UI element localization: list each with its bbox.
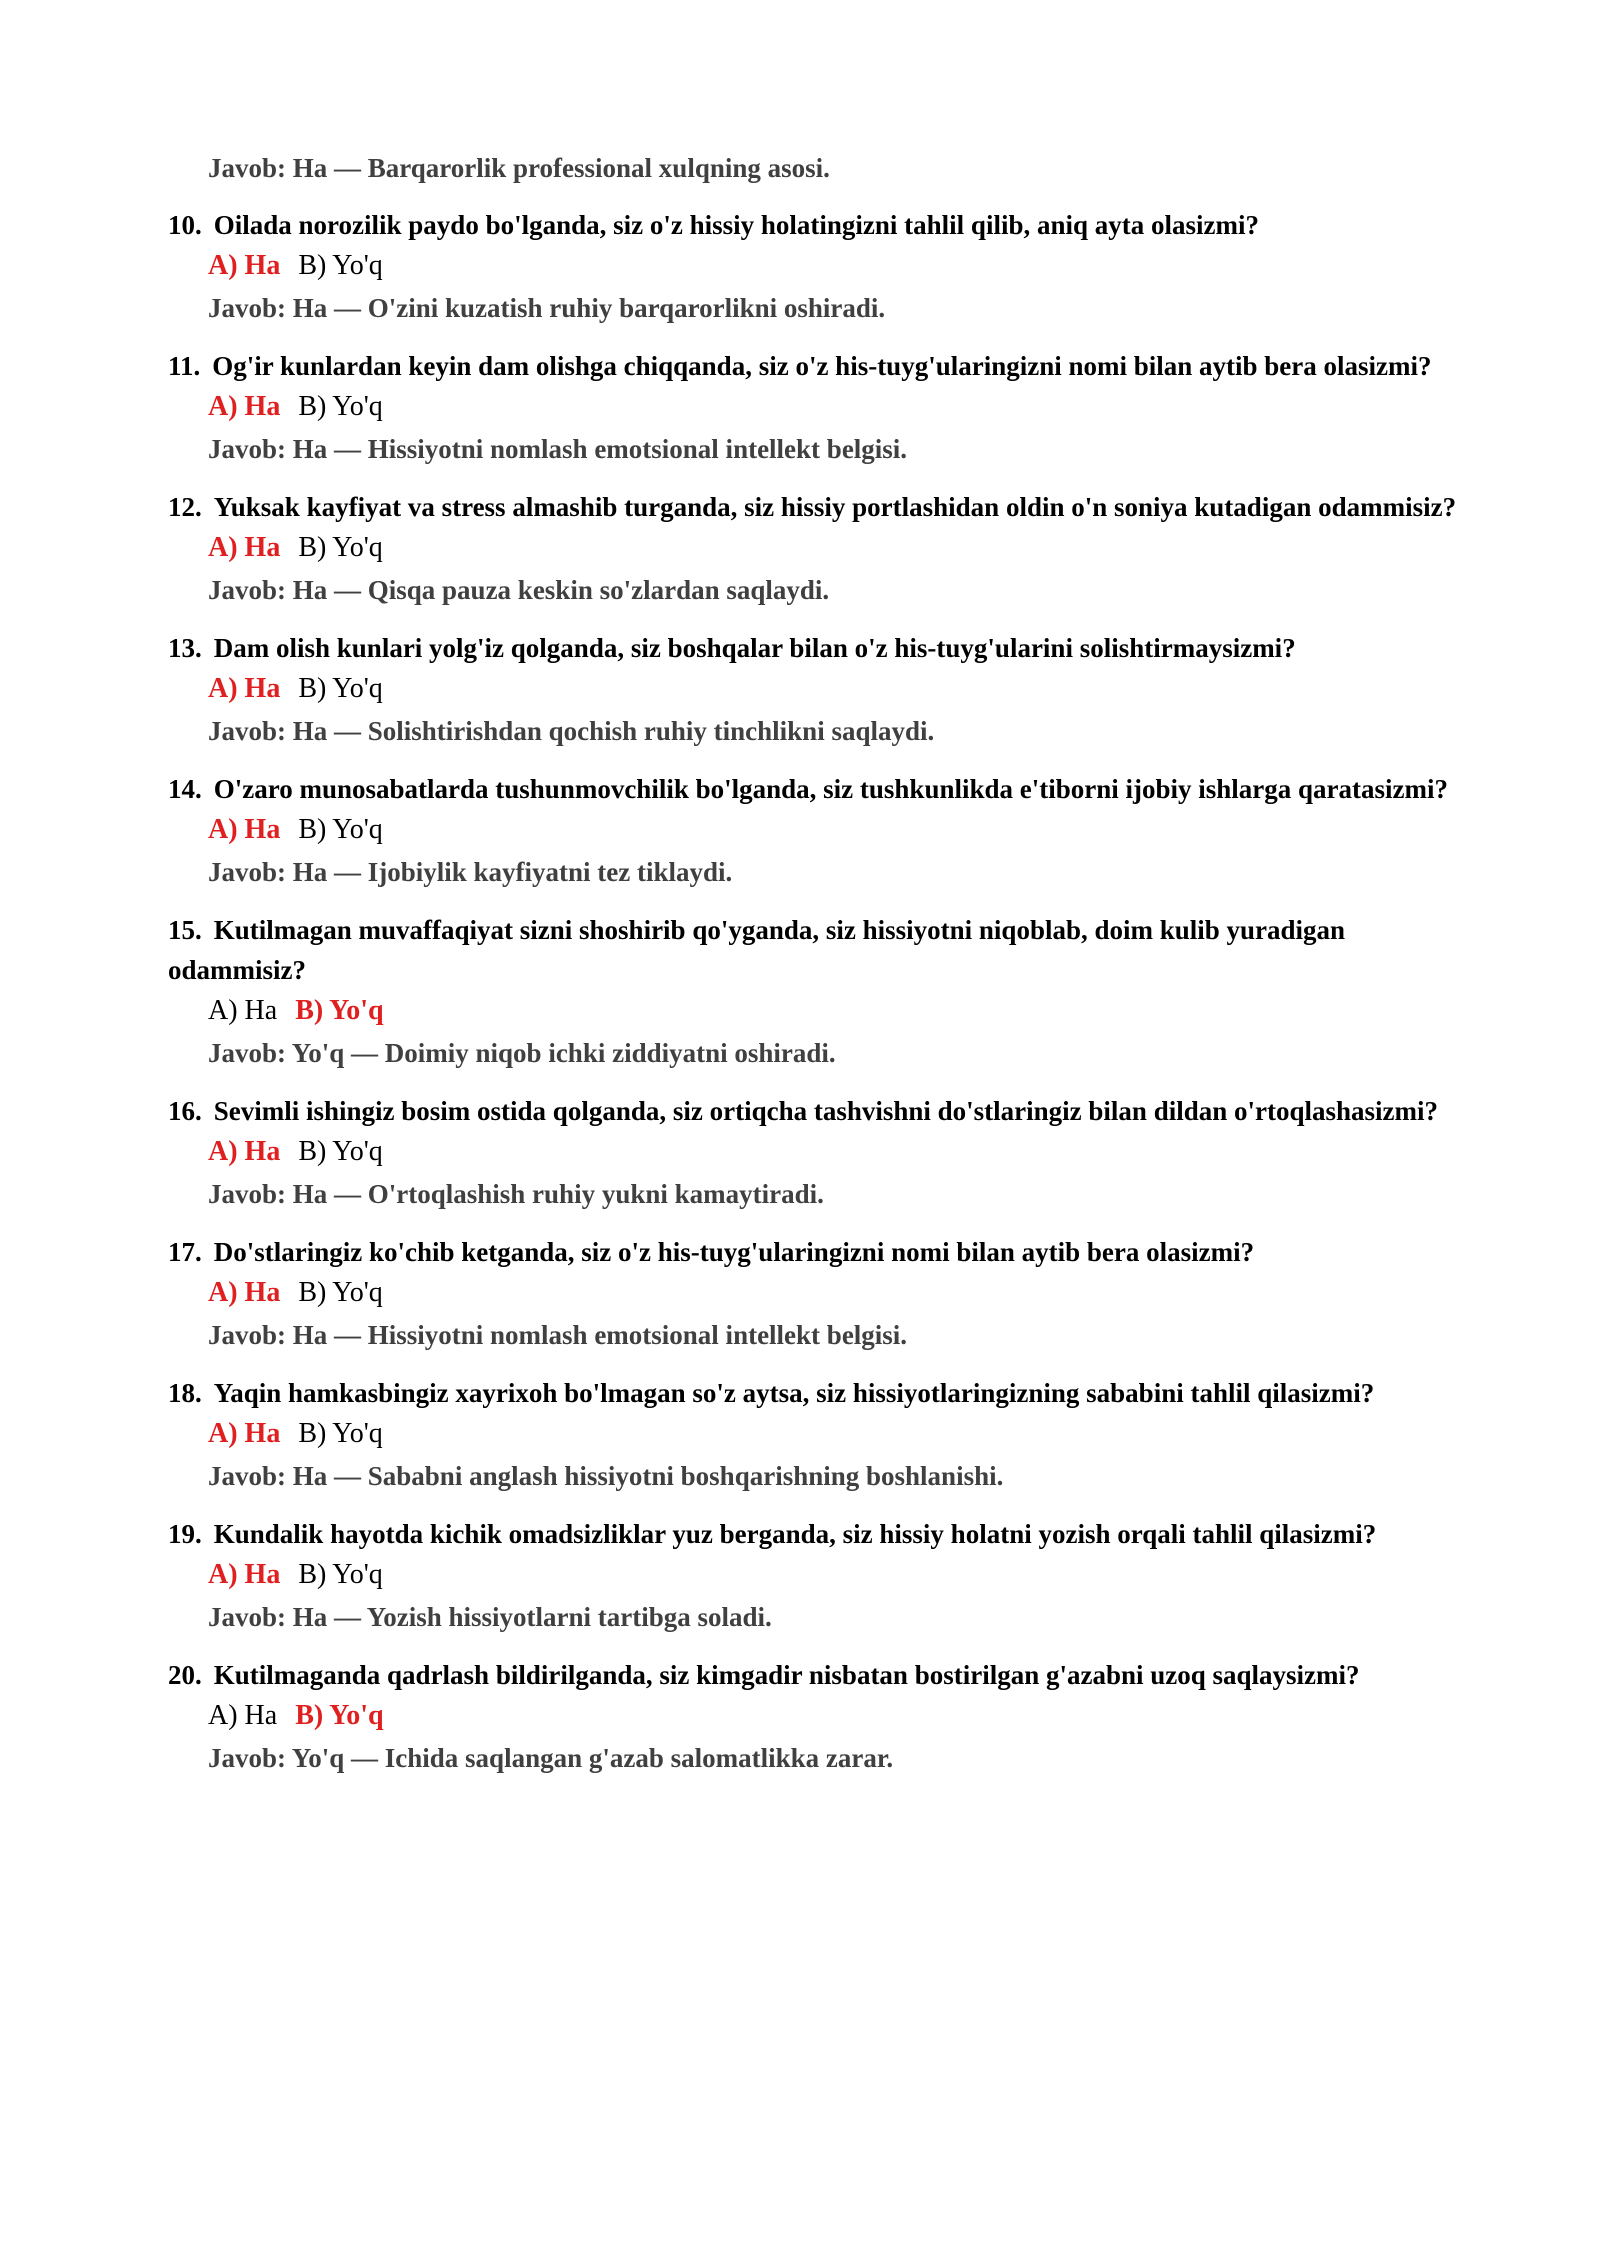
question-item [168, 346, 1458, 470]
answer-line: Javob: Yo'q — Ichida saqlangan g'azab salomatlikka zarar. [208, 1743, 894, 1773]
question-item [168, 910, 1458, 1074]
option-a: A) Ha [208, 250, 281, 281]
question-list [168, 205, 1458, 1779]
option-b: B) Yo'q [298, 1559, 383, 1590]
question-label: Kutilmaganda qadrlash bildirilganda, siz kimgadir nisbatan bostirilgan g'azabni uzoq saqlaysizmi? [213, 1660, 1360, 1690]
answer-options [208, 990, 1458, 1032]
option-a: A) Ha [208, 532, 281, 563]
question-text [168, 1373, 1458, 1413]
question-number: 13. [168, 633, 202, 663]
answer-line: Javob: Ha — Ijobiylik kayfiyatni tez tiklaydi. [208, 857, 733, 887]
question-item [168, 628, 1458, 752]
question-label: Og'ir kunlardan keyin dam olishga chiqqanda, siz o'z his-tuyg'ularingizni nomi bilan aytib bera olasizmi? [212, 351, 1432, 381]
answer-options [208, 1413, 1458, 1455]
answer-options [208, 527, 1458, 569]
answer-line: Javob: Ha — Barqarorlik professional xulqning asosi. [208, 153, 830, 183]
question-label: Yuksak kayfiyat va stress almashib turganda, siz hissiy portlashidan oldin o'n soniya kutadigan odammisiz? [213, 492, 1457, 522]
option-b: B) Yo'q [298, 814, 383, 845]
question-number: 18. [168, 1378, 202, 1408]
answer-options [208, 1695, 1458, 1737]
question-text [168, 1514, 1458, 1554]
question-number: 20. [168, 1660, 202, 1690]
option-b: B) Yo'q [298, 250, 383, 281]
question-number: 15. [168, 915, 202, 945]
answer-line: Javob: Ha — Solishtirishdan qochish ruhiy tinchlikni saqlaydi. [208, 716, 935, 746]
question-text [168, 1655, 1458, 1695]
question-text [168, 910, 1458, 990]
option-b: B) Yo'q [298, 673, 383, 704]
option-b: B) Yo'q [298, 391, 383, 422]
question-label: Yaqin hamkasbingiz xayrixoh bo'lmagan so'z aytsa, siz hissiyotlaringizning sababini tahlil qilasizmi? [213, 1378, 1375, 1408]
option-a: A) Ha [208, 1700, 278, 1731]
option-a: A) Ha [208, 673, 281, 704]
question-number: 10. [168, 210, 202, 240]
question-item [168, 1232, 1458, 1356]
option-b: B) Yo'q [298, 532, 383, 563]
answer-options [208, 668, 1458, 710]
question-label: Dam olish kunlari yolg'iz qolganda, siz boshqalar bilan o'z his-tuyg'ularini solishtirmaysizmi? [213, 633, 1296, 663]
question-text [168, 205, 1458, 245]
question-item [168, 1514, 1458, 1638]
option-a: A) Ha [208, 1418, 281, 1449]
answer-line: Javob: Yo'q — Doimiy niqob ichki ziddiyatni oshiradi. [208, 1038, 836, 1068]
option-b: B) Yo'q [298, 1136, 383, 1167]
answer-line: Javob: Ha — Qisqa pauza keskin so'zlardan saqlaydi. [208, 575, 830, 605]
document-page [168, 148, 1458, 1796]
question-number: 11. [168, 351, 201, 381]
question-item [168, 1091, 1458, 1215]
question-item [168, 1655, 1458, 1779]
question-item [168, 205, 1458, 329]
option-b: B) Yo'q [295, 995, 384, 1026]
option-b: B) Yo'q [298, 1277, 383, 1308]
answer-options [208, 245, 1458, 287]
answer-options [208, 1554, 1458, 1596]
question-item [168, 769, 1458, 893]
answer-line: Javob: Ha — Sababni anglash hissiyotni boshqarishning boshlanishi. [208, 1461, 1004, 1491]
option-a: A) Ha [208, 1277, 281, 1308]
answer-line: Javob: Ha — O'rtoqlashish ruhiy yukni kamaytiradi. [208, 1179, 824, 1209]
answer-line: Javob: Ha — Yozish hissiyotlarni tartibga soladi. [208, 1602, 772, 1632]
question-number: 16. [168, 1096, 202, 1126]
option-a: A) Ha [208, 391, 281, 422]
question-label: Kundalik hayotda kichik omadsizliklar yuz berganda, siz hissiy holatni yozish orqali tahlil qilasizmi? [213, 1519, 1377, 1549]
question-text [168, 1091, 1458, 1131]
question-text [168, 346, 1458, 386]
question-number: 12. [168, 492, 202, 522]
question-text [168, 628, 1458, 668]
option-b: B) Yo'q [295, 1700, 384, 1731]
answer-options [208, 1272, 1458, 1314]
question-item [168, 487, 1458, 611]
option-b: B) Yo'q [298, 1418, 383, 1449]
option-a: A) Ha [208, 995, 278, 1026]
question-text [168, 769, 1458, 809]
question-number: 14. [168, 774, 202, 804]
question-label: Oilada norozilik paydo bo'lganda, siz o'z hissiy holatingizni tahlil qilib, aniq ayta olasizmi? [213, 210, 1259, 240]
question-text [168, 1232, 1458, 1272]
answer-line: Javob: Ha — Hissiyotni nomlash emotsional intellekt belgisi. [208, 1320, 908, 1350]
question-label: Sevimli ishingiz bosim ostida qolganda, siz ortiqcha tashvishni do'stlaringiz bilan dildan o'rtoqlashasizmi? [213, 1096, 1438, 1126]
answer-options [208, 809, 1458, 851]
question-number: 17. [168, 1237, 202, 1267]
answer-options [208, 1131, 1458, 1173]
question-label: Kutilmagan muvaffaqiyat sizni shoshirib qo'yganda, siz hissiyotni niqoblab, doim kulib yuradigan odammisiz? [168, 915, 1346, 985]
option-a: A) Ha [208, 814, 281, 845]
question-text [168, 487, 1458, 527]
question-item [168, 1373, 1458, 1497]
answer-line: Javob: Ha — Hissiyotni nomlash emotsional intellekt belgisi. [208, 434, 908, 464]
option-a: A) Ha [208, 1136, 281, 1167]
question-number: 19. [168, 1519, 202, 1549]
option-a: A) Ha [208, 1559, 281, 1590]
answer-line: Javob: Ha — O'zini kuzatish ruhiy barqarorlikni oshiradi. [208, 293, 886, 323]
question-label: Do'stlaringiz ko'chib ketganda, siz o'z his-tuyg'ularingizni nomi bilan aytib bera olasizmi? [213, 1237, 1255, 1267]
question-label: O'zaro munosabatlarda tushunmovchilik bo'lganda, siz tushkunlikda e'tiborni ijobiy ishlarga qaratasizmi? [213, 774, 1448, 804]
answer-options [208, 386, 1458, 428]
